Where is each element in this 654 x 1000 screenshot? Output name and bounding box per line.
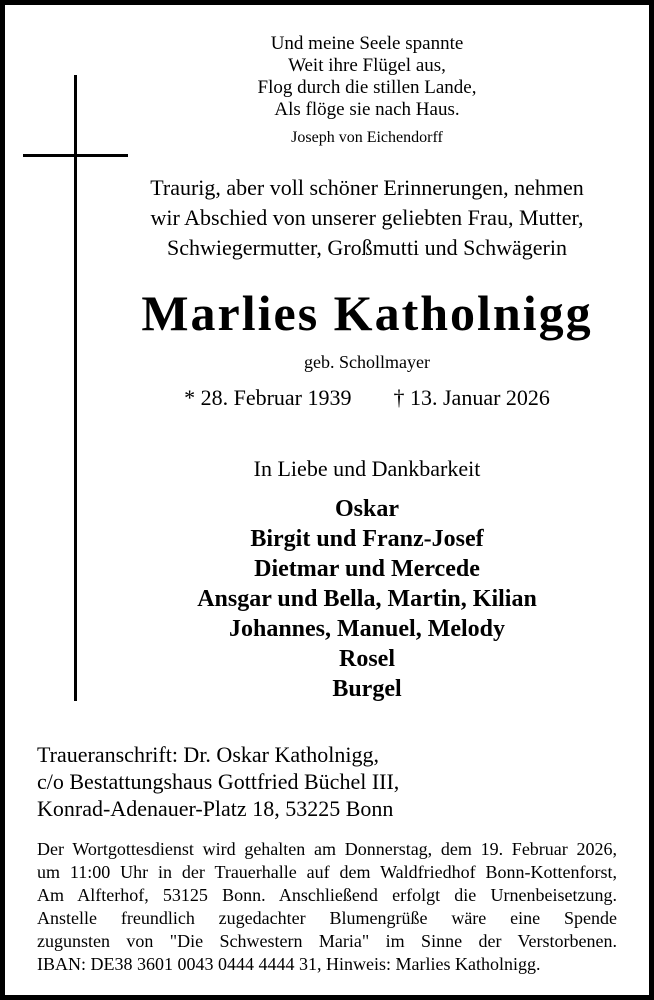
text-line: Oskar: [334, 496, 399, 522]
cross-horizontal-bar: [23, 154, 128, 157]
text-line: Ansgar und Bella, Martin, Kilian: [197, 586, 537, 612]
dedication-line: In Liebe und Dankbarkeit: [253, 456, 481, 481]
text-line: c/o Bestattungshaus Gottfried Büchel III,: [37, 769, 400, 794]
death-date: † 13. Januar 2026: [393, 385, 550, 410]
text-line: um 11:00 Uhr in der Trauerhalle auf dem Waldfriedhof Bonn-Kottenforst,: [37, 862, 617, 882]
intro-paragraph: [90, 173, 644, 263]
cross-vertical-bar: [74, 75, 77, 701]
poem-lines: [90, 33, 644, 121]
poem-author: Joseph von Eichendorff: [291, 129, 443, 146]
text-line: Anstelle freundlich zugedachter Blumengrüße wäre eine Spende: [37, 908, 617, 928]
text-line: IBAN: DE38 3601 0043 0444 4444 31, Hinweis: Marlies Katholnigg.: [37, 954, 541, 974]
text-line: Am Alfterhof, 53125 Bonn. Anschließend erfolgt die Urnenbeisetzung.: [37, 885, 617, 905]
text-line: zugunsten von "Die Schwestern Maria" im Sinne der Verstorbenen.: [37, 931, 617, 951]
deceased-name: Marlies Katholnigg: [141, 285, 593, 341]
maiden-name: geb. Schollmayer: [304, 352, 430, 372]
life-dates: [90, 384, 644, 412]
text-line: Konrad-Adenauer-Platz 18, 53225 Bonn: [37, 796, 394, 821]
text-line: Traueranschrift: Dr. Oskar Katholnigg,: [37, 742, 379, 767]
text-line: Burgel: [332, 676, 402, 702]
text-line: Als flöge sie nach Haus.: [274, 99, 460, 120]
text-line: Flog durch die stillen Lande,: [257, 77, 477, 98]
text-line: Traurig, aber voll schöner Erinnerungen, nehmen: [150, 175, 584, 200]
mourning-address: [37, 741, 619, 822]
text-line: Schwiegermutter, Großmutti und Schwägerin: [167, 235, 567, 260]
birth-date: * 28. Februar 1939: [184, 385, 352, 410]
text-line: Dietmar und Mercede: [254, 556, 480, 582]
text-line: Der Wortgottesdienst wird gehalten am Donnerstag, dem 19. Februar 2026,: [37, 839, 617, 859]
text-line: Johannes, Manuel, Melody: [228, 616, 506, 642]
text-line: Rosel: [339, 646, 395, 672]
memorial-poem: [90, 33, 644, 149]
mourners-list: [90, 494, 644, 704]
text-line: Weit ihre Flügel aus,: [288, 55, 446, 76]
service-paragraph: [37, 838, 617, 976]
text-line: Und meine Seele spannte: [270, 33, 464, 54]
text-line: wir Abschied von unserer geliebten Frau, Mutter,: [150, 205, 584, 230]
text-line: Birgit und Franz-Josef: [250, 526, 484, 552]
